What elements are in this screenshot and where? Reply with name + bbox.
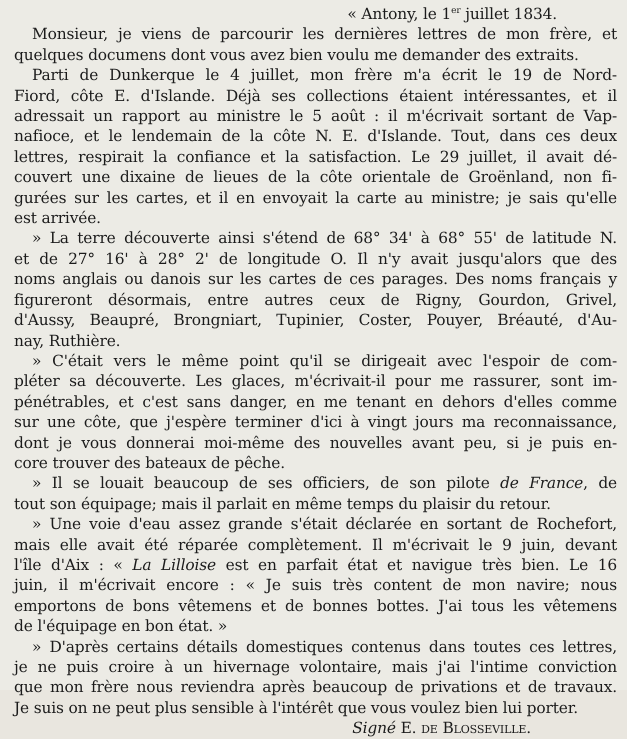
text-line: » Une voie d'eau assez grande s'était déclarée en sortant de Rochefort, <box>32 515 617 534</box>
text-line: de l'équipage en bon état. » <box>14 617 228 636</box>
text-line: couvert une dixaine de lieues de la côte orientale de Groënland, non fi- <box>14 168 617 187</box>
text-line: je ne puis croire à un hivernage volontaire, mais j'ai l'intime conviction <box>14 658 617 676</box>
text-line: Je suis on ne peut plus sensible à l'intérêt que vous voulez bien lui porter. <box>14 698 578 717</box>
text-line: mais elle avait été réparée complètement. Il m'écrivait le 9 juin, devant <box>14 535 617 554</box>
text-line: nafioce, et le lendemain de la côte N. E. d'Islande. Tout, dans ces deux <box>14 127 617 146</box>
text-line: pléter sa découverte. Les glaces, m'écrivait-il pour me rassurer, sont im- <box>14 372 617 391</box>
text-line: quelques documens dont vous avez bien voulu me demander des extraits. <box>14 45 579 64</box>
italic-phrase: La Lilloise <box>132 555 217 574</box>
letter-body <box>14 24 617 718</box>
text-line: » D'après certains détails domestiques contenus dans toutes ces lettres, <box>32 637 617 656</box>
text-line: nay, Ruthière. <box>14 331 121 350</box>
text-line: tout son équipage; mais il parlait en même temps du plaisir du retour. <box>14 494 551 513</box>
italic-phrase: de France <box>500 474 584 493</box>
signature-prefix: Signé <box>352 719 396 738</box>
text-line: et de 27° 16' à 28° 2' de longitude O. Il n'y avait jusqu'alors que des <box>14 249 617 268</box>
text-line: sur une côte, que j'espère terminer d'ici à vingt jours ma reconnaissance, <box>14 413 617 432</box>
text-line: l'île d'Aix : « La Lilloise est en parfait état et navigue très bien. Le 16 <box>14 555 617 574</box>
text-line: » C'était vers le même point qu'il se dirigeait avec l'espoir de com- <box>32 351 617 370</box>
text-line: Fiord, côte E. d'Islande. Déjà ses collections étaient intéressantes, et il <box>14 86 617 105</box>
text-line: gurées sur les cartes, et il en envoyait la carte au ministre; je sais qu'elle <box>14 188 617 207</box>
text-line: noms anglais ou danois sur les cartes de ces parages. Des noms français y <box>14 270 617 289</box>
dateline-year: juillet 1834. <box>460 5 557 23</box>
dateline <box>14 4 617 24</box>
dateline-superscript: er <box>451 5 461 16</box>
text-line: emportons de bons vêtemens et de bonnes bottes. J'ai tous les vêtemens <box>14 596 617 615</box>
signature-initial: E. de <box>400 719 438 738</box>
text-line: core trouver des bateaux de pêche. <box>14 453 285 472</box>
text-line: dont je vous donnerai moi-même des nouvelles avant peu, si je puis en- <box>14 433 617 452</box>
text-line: Monsieur, je viens de parcourir les dernières lettres de mon frère, et <box>32 25 617 44</box>
text-line: que mon frère nous reviendra après beaucoup de privations et de travaux. <box>14 678 617 697</box>
text-line: d'Aussy, Beaupré, Brongniart, Tupinier, Coster, Pouyer, Bréauté, d'Au- <box>14 311 617 330</box>
signature-name: Blosseville. <box>442 719 531 738</box>
text-line: figureront désormais, entre autres ceux de Rigny, Gourdon, Grivel, <box>14 290 617 309</box>
text-line: » La terre découverte ainsi s'étend de 68° 34' à 68° 55' de latitude N. <box>32 229 617 248</box>
text-line: Parti de Dunkerque le 4 juillet, mon frère m'a écrit le 19 de Nord- <box>32 66 617 85</box>
letter-column <box>14 4 617 739</box>
dateline-text: « Antony, le 1 <box>347 5 452 23</box>
signature <box>14 718 617 738</box>
text-line: est arrivée. <box>14 209 101 228</box>
text-line: pénétrables, et c'est sans danger, en me tenant en dehors d'elles comme <box>14 392 617 411</box>
text-line: adressait un rapport au ministre le 5 août : il m'écrivait sortant de Vap- <box>14 107 617 126</box>
text-line: lettres, respirait la confiance et la satisfaction. Le 29 juillet, il avait dé- <box>14 147 617 166</box>
text-line: » Il se louait beaucoup de ses officiers, de son pilote de France, de <box>32 474 617 493</box>
text-line: juin, il m'écrivait encore : « Je suis très content de mon navire; nous <box>14 576 617 595</box>
